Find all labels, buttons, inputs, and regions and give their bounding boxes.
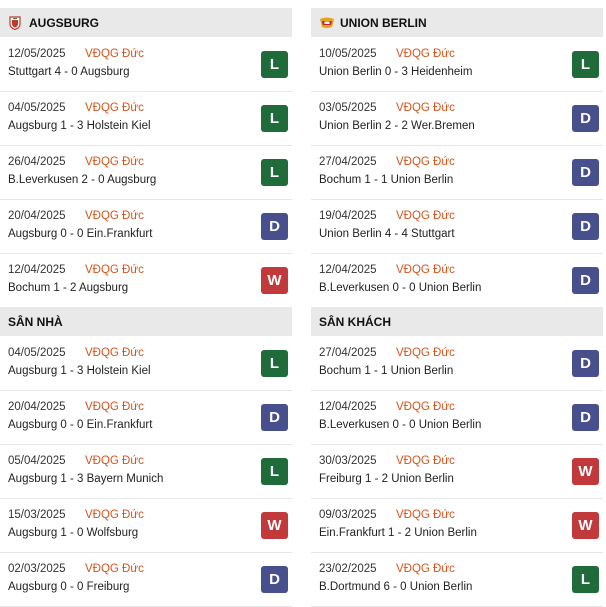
match-row[interactable] [0, 146, 292, 200]
match-row[interactable] [311, 553, 603, 607]
match-date: 15/03/2025 [8, 509, 66, 521]
match-score: Union Berlin 4 - 4 Stuttgart [319, 228, 455, 240]
match-date: 19/04/2025 [319, 210, 377, 222]
match-score: Union Berlin 0 - 3 Heidenheim [319, 66, 473, 78]
match-date: 04/05/2025 [8, 347, 66, 359]
team-title: AUGSBURG [29, 15, 100, 30]
match-row[interactable] [311, 391, 603, 445]
match-date: 03/05/2025 [319, 102, 377, 114]
competition-label: VĐQG Đức [396, 264, 455, 276]
match-score: B.Leverkusen 0 - 0 Union Berlin [319, 282, 482, 294]
team-header [0, 8, 292, 37]
result-badge: D [572, 213, 599, 240]
competition-label: VĐQG Đức [85, 156, 144, 168]
union-berlin-crest-icon [319, 16, 333, 30]
away-matches [311, 337, 603, 607]
match-row[interactable] [0, 92, 292, 146]
recent-matches [311, 38, 603, 308]
match-date: 02/03/2025 [8, 563, 66, 575]
match-row[interactable] [311, 146, 603, 200]
result-badge: D [572, 404, 599, 431]
section-header [0, 307, 292, 336]
match-date: 12/04/2025 [319, 401, 377, 413]
result-badge: W [572, 458, 599, 485]
competition-label: VĐQG Đức [396, 156, 455, 168]
match-row[interactable] [311, 92, 603, 146]
team-header [311, 8, 603, 37]
match-row[interactable] [311, 254, 603, 308]
match-score: Augsburg 1 - 3 Holstein Kiel [8, 365, 151, 377]
result-badge: W [261, 512, 288, 539]
result-badge: W [261, 267, 288, 294]
competition-label: VĐQG Đức [85, 210, 144, 222]
match-date: 12/05/2025 [8, 48, 66, 60]
match-row[interactable] [0, 391, 292, 445]
match-row[interactable] [0, 337, 292, 391]
match-score: Augsburg 0 - 0 Ein.Frankfurt [8, 228, 153, 240]
result-badge: L [261, 105, 288, 132]
competition-label: VĐQG Đức [85, 401, 144, 413]
competition-label: VĐQG Đức [85, 455, 144, 467]
result-badge: L [261, 159, 288, 186]
match-date: 09/03/2025 [319, 509, 377, 521]
competition-label: VĐQG Đức [396, 102, 455, 114]
augsburg-crest-icon [8, 16, 22, 30]
result-badge: L [261, 51, 288, 78]
match-date: 27/04/2025 [319, 156, 377, 168]
match-row[interactable] [0, 254, 292, 308]
section-header [311, 307, 603, 336]
home-matches [0, 337, 292, 607]
match-date: 23/02/2025 [319, 563, 377, 575]
result-badge: W [572, 512, 599, 539]
section-title: SÂN NHÀ [8, 314, 63, 329]
match-score: Bochum 1 - 1 Union Berlin [319, 174, 454, 186]
competition-label: VĐQG Đức [85, 563, 144, 575]
match-row[interactable] [0, 445, 292, 499]
match-row[interactable] [0, 200, 292, 254]
match-row[interactable] [0, 499, 292, 553]
match-score: B.Leverkusen 2 - 0 Augsburg [8, 174, 157, 186]
competition-label: VĐQG Đức [396, 48, 455, 60]
result-badge: L [572, 566, 599, 593]
match-date: 30/03/2025 [319, 455, 377, 467]
result-badge: D [261, 566, 288, 593]
match-row[interactable] [0, 38, 292, 92]
competition-label: VĐQG Đức [85, 48, 144, 60]
result-badge: D [261, 213, 288, 240]
match-row[interactable] [311, 445, 603, 499]
result-badge: L [261, 458, 288, 485]
section-title: SÂN KHÁCH [319, 314, 391, 329]
competition-label: VĐQG Đức [396, 210, 455, 222]
match-row[interactable] [311, 200, 603, 254]
result-badge: D [261, 404, 288, 431]
result-badge: L [572, 51, 599, 78]
match-score: Union Berlin 2 - 2 Wer.Bremen [319, 120, 475, 132]
match-row[interactable] [311, 499, 603, 553]
match-score: Augsburg 0 - 0 Freiburg [8, 581, 130, 593]
match-score: B.Leverkusen 0 - 0 Union Berlin [319, 419, 482, 431]
match-score: Augsburg 1 - 3 Holstein Kiel [8, 120, 151, 132]
result-badge: D [572, 350, 599, 377]
match-row[interactable] [311, 38, 603, 92]
match-score: Stuttgart 4 - 0 Augsburg [8, 66, 130, 78]
result-badge: D [572, 105, 599, 132]
competition-label: VĐQG Đức [396, 401, 455, 413]
recent-matches [0, 38, 292, 308]
team-title: UNION BERLIN [340, 15, 427, 30]
competition-label: VĐQG Đức [85, 264, 144, 276]
match-date: 20/04/2025 [8, 401, 66, 413]
match-score: Freiburg 1 - 2 Union Berlin [319, 473, 454, 485]
competition-label: VĐQG Đức [396, 563, 455, 575]
match-row[interactable] [311, 337, 603, 391]
competition-label: VĐQG Đức [396, 509, 455, 521]
match-date: 12/04/2025 [8, 264, 66, 276]
match-date: 10/05/2025 [319, 48, 377, 60]
competition-label: VĐQG Đức [396, 347, 455, 359]
match-score: B.Dortmund 6 - 0 Union Berlin [319, 581, 473, 593]
competition-label: VĐQG Đức [396, 455, 455, 467]
competition-label: VĐQG Đức [85, 347, 144, 359]
match-score: Bochum 1 - 1 Union Berlin [319, 365, 454, 377]
match-row[interactable] [0, 553, 292, 607]
match-date: 27/04/2025 [319, 347, 377, 359]
result-badge: D [572, 267, 599, 294]
match-score: Ein.Frankfurt 1 - 2 Union Berlin [319, 527, 477, 539]
match-score: Augsburg 0 - 0 Ein.Frankfurt [8, 419, 153, 431]
match-score: Augsburg 1 - 0 Wolfsburg [8, 527, 139, 539]
match-score: Augsburg 1 - 3 Bayern Munich [8, 473, 164, 485]
match-date: 20/04/2025 [8, 210, 66, 222]
match-date: 05/04/2025 [8, 455, 66, 467]
competition-label: VĐQG Đức [85, 509, 144, 521]
match-score: Bochum 1 - 2 Augsburg [8, 282, 129, 294]
match-date: 26/04/2025 [8, 156, 66, 168]
result-badge: L [261, 350, 288, 377]
match-date: 12/04/2025 [319, 264, 377, 276]
result-badge: D [572, 159, 599, 186]
match-date: 04/05/2025 [8, 102, 66, 114]
competition-label: VĐQG Đức [85, 102, 144, 114]
